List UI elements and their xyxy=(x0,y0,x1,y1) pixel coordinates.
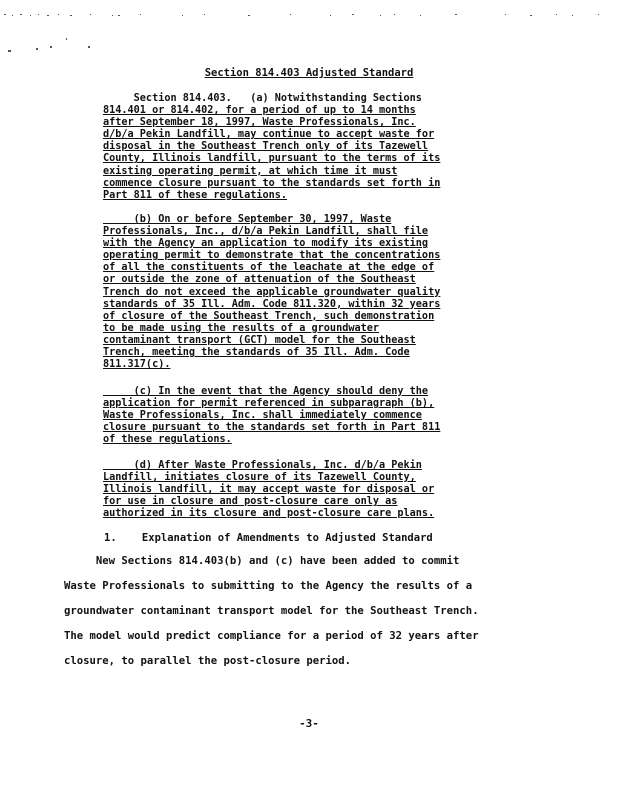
body-line: closure, to parallel the post-closure period. xyxy=(64,655,352,667)
para-d-line: authorized in its closure and post-closure care plans. xyxy=(103,508,435,520)
para-a-line: disposal in the Southeast Trench only of its Tazewell xyxy=(103,141,429,153)
para-b-line: Trench do not exceed the applicable groundwater quality xyxy=(103,286,441,298)
para-c-line: application for permit referenced in subparagraph (b), xyxy=(103,398,435,410)
para-a-line: Part 811 of these regulations. xyxy=(103,189,288,201)
paragraph-b xyxy=(103,214,513,371)
para-d-line: Landfill, initiates closure of its Tazewell County, xyxy=(103,472,416,484)
paragraph-d xyxy=(103,460,513,520)
para-b-line: 811.317(c). xyxy=(103,359,171,371)
para-c-line: Waste Professionals, Inc. shall immediately commence xyxy=(103,410,422,422)
para-c-line: of these regulations. xyxy=(103,434,232,446)
para-c-line: (c) In the event that the Agency should deny the xyxy=(103,386,429,397)
para-a-line: d/b/a Pekin Landfill, may continue to accept waste for xyxy=(103,129,435,141)
scan-noise-marks xyxy=(0,0,618,60)
para-d-line: for use in closure and post-closure care only as xyxy=(103,496,398,508)
para-a-line: after September 18, 1997, Waste Professionals, Inc. xyxy=(103,117,416,129)
para-b-line: with the Agency an application to modify its existing xyxy=(103,238,429,250)
para-b-line: Professionals, Inc., d/b/a Pekin Landfill, shall file xyxy=(103,226,429,238)
para-b-line: Trench, meeting the standards of 35 Ill. Adm. Code xyxy=(103,347,410,359)
para-a-line: commence closure pursuant to the standards set forth in xyxy=(103,177,441,189)
paragraph-c xyxy=(103,386,513,446)
para-b-line: contaminant transport (GCT) model for the Southeast xyxy=(103,334,416,346)
para-b-line: of closure of the Southeast Trench, such demonstration xyxy=(103,310,435,322)
para-a-line: County, Illinois landfill, pursuant to the terms of its xyxy=(103,153,441,165)
section-heading-text: Section 814.403 Adjusted Standard xyxy=(204,67,414,79)
para-a-line: 814.401 or 814.402, for a period of up to 14 months xyxy=(103,105,416,117)
para-b-line: of all the constituents of the leachate at the edge of xyxy=(103,262,435,274)
para-b-line: (b) On or before September 30, 1997, Waste xyxy=(103,214,392,225)
body-line: New Sections 814.403(b) and (c) have been added to commit xyxy=(64,555,460,567)
section-1-title: 1. Explanation of Amendments to Adjusted Standard xyxy=(104,532,433,544)
body-line: Waste Professionals to submitting to the Agency the results of a xyxy=(64,580,473,592)
paragraph-a xyxy=(103,93,513,202)
para-b-line: or outside the zone of attenuation of the Southeast xyxy=(103,274,416,286)
para-a-line: existing operating permit, at which time it must xyxy=(103,165,398,177)
body-line: The model would predict compliance for a period of 32 years after xyxy=(64,630,479,642)
para-c-line: closure pursuant to the standards set forth in Part 811 xyxy=(103,422,441,434)
para-d-line: (d) After Waste Professionals, Inc. d/b/a Pekin xyxy=(103,460,422,471)
para-b-line: to be made using the results of a groundwater xyxy=(103,322,380,334)
para-a-line: Section 814.403. (a) Notwithstanding Sections xyxy=(103,93,422,104)
para-b-line: operating permit to demonstrate that the concentrations xyxy=(103,250,441,262)
para-d-line: Illinois landfill, it may accept waste for disposal or xyxy=(103,484,435,496)
page-number: -3- xyxy=(299,717,319,730)
body-line: groundwater contaminant transport model for the Southeast Trench. xyxy=(64,605,479,617)
para-b-line: standards of 35 Ill. Adm. Code 811.320, within 32 years xyxy=(103,298,441,310)
section-heading xyxy=(0,67,618,79)
